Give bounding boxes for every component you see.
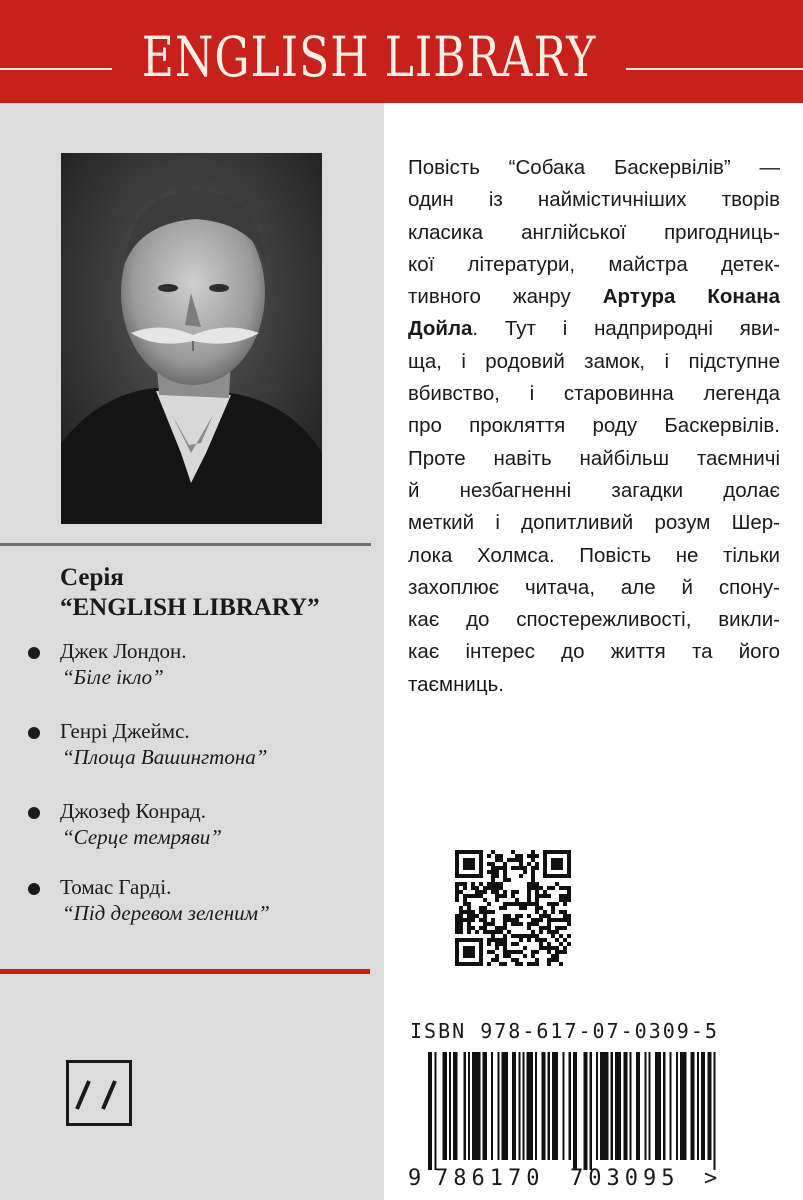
author-portrait-icon — [61, 153, 322, 524]
description-line: кає до спостережливості, викли- — [408, 608, 780, 632]
header-rule-left — [0, 68, 112, 70]
series-header-title: ENGLISH LIBRARY — [141, 26, 597, 90]
book-title: “Площа Вашингтона” — [62, 745, 268, 769]
description-line: класика англійської пригодниць- — [408, 220, 780, 244]
description-line: й незбагненні загадки долає — [408, 478, 780, 502]
description-line: кає інтерес до життя та його — [408, 640, 780, 664]
bullet-icon — [28, 647, 40, 659]
description-text: тивного жанру — [408, 285, 603, 309]
book-title: “Серце темряви” — [62, 825, 222, 849]
barcode-digit-group-right: 703095 — [570, 1166, 680, 1191]
book-author: Джозеф Конрад. — [60, 799, 206, 823]
book-author: Генрі Джеймс. — [60, 719, 190, 743]
barcode-icon — [428, 1052, 722, 1170]
description-line: захоплює читача, але й спону- — [408, 575, 780, 599]
publisher-logo-icon — [66, 1060, 132, 1126]
author-surname-bold: Дойла — [408, 317, 473, 341]
qr-code-icon[interactable] — [455, 850, 571, 966]
left-divider-red — [0, 969, 370, 974]
left-divider-grey — [0, 543, 371, 546]
description-line — [408, 313, 780, 345]
description-line: Проте навіть найбільш таємничі — [408, 446, 780, 470]
description-line: лока Холмса. Повість не тільки — [408, 543, 780, 567]
description-line: один із наймістичніших творів — [408, 188, 780, 212]
series-label: Серія — [60, 564, 124, 591]
description-line: вбивство, і старовинна легенда — [408, 382, 780, 406]
bullet-icon — [28, 883, 40, 895]
author-portrait — [61, 153, 322, 524]
barcode-quiet-zone-arrow: > — [704, 1166, 718, 1191]
description-line: про прокляття роду Баскервілів. — [408, 414, 780, 438]
header-rule-right — [626, 68, 803, 70]
author-name-bold: Артура Конана — [602, 285, 780, 309]
barcode-digit-group-left: 786170 — [435, 1166, 545, 1191]
header-band — [0, 0, 803, 103]
description-line: Повість “Собака Баскервілів” — — [408, 156, 780, 179]
description-line — [408, 281, 780, 313]
bullet-icon — [28, 807, 40, 819]
description-line: таємниць. — [408, 672, 505, 696]
series-heading — [60, 563, 380, 623]
book-author: Джек Лондон. — [60, 639, 187, 663]
description-line: меткий і допитливий розум Шер- — [408, 511, 780, 535]
book-author: Томас Гарді. — [60, 875, 172, 899]
bullet-icon — [28, 727, 40, 739]
book-title: “Під деревом зеленим” — [62, 901, 270, 925]
description-line: кої літератури, майстра детек- — [408, 252, 780, 276]
description-line: ща, і родовий замок, і підступне — [408, 349, 780, 373]
isbn-label: ISBN 978-617-07-0309-5 — [410, 1019, 719, 1043]
book-description — [408, 152, 780, 701]
barcode-digit-first: 9 — [408, 1166, 422, 1191]
description-text: . Тут і надприродні яви- — [472, 317, 780, 341]
book-title: “Біле ікло” — [62, 665, 164, 689]
series-name: “ENGLISH LIBRARY” — [60, 594, 320, 621]
